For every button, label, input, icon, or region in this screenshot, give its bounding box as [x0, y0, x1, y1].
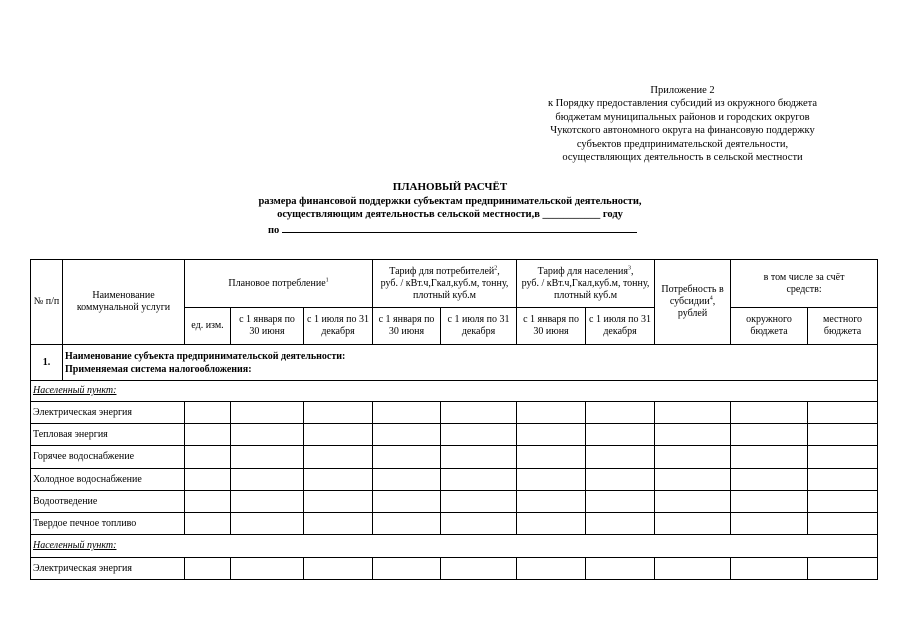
- document-title: ПЛАНОВЫЙ РАСЧЁТ: [392, 181, 508, 193]
- subject-name-label: Наименование субъекта предпринимательской деятельности:: [65, 350, 346, 362]
- tariff-consumers-label: Тариф для потребителей: [389, 265, 495, 277]
- table-cell[interactable]: [304, 469, 373, 491]
- table-cell[interactable]: [185, 558, 231, 580]
- table-cell[interactable]: [808, 446, 878, 469]
- table-cell[interactable]: [231, 491, 304, 513]
- settlement-label: Населенный пункт:: [33, 540, 117, 551]
- table-cell[interactable]: [304, 491, 373, 513]
- subsidy-need-header: [655, 260, 731, 345]
- table-cell[interactable]: [373, 558, 441, 580]
- table-cell[interactable]: [655, 402, 731, 424]
- table-cell[interactable]: [231, 558, 304, 580]
- table-cell[interactable]: [373, 424, 441, 446]
- table-cell[interactable]: [517, 491, 586, 513]
- table-cell[interactable]: [517, 424, 586, 446]
- table-cell[interactable]: [731, 513, 808, 535]
- table-cell[interactable]: [373, 446, 441, 469]
- tariff-population-jan-header: с 1 января по 30 июня: [517, 308, 586, 345]
- table-cell[interactable]: [231, 424, 304, 446]
- table-cell[interactable]: [441, 513, 517, 535]
- table-row: [31, 558, 878, 580]
- table-cell[interactable]: [731, 402, 808, 424]
- table-cell[interactable]: [808, 513, 878, 535]
- table-cell[interactable]: [808, 491, 878, 513]
- service-name: Холодное водоснабжение: [31, 469, 185, 491]
- table-cell[interactable]: [808, 558, 878, 580]
- col-number-header: № п/п: [31, 260, 63, 345]
- table-cell[interactable]: [517, 513, 586, 535]
- table-cell[interactable]: [304, 558, 373, 580]
- subject-row: [31, 345, 878, 381]
- local-budget-header: местного бюджета: [808, 308, 878, 345]
- table-cell[interactable]: [586, 424, 655, 446]
- subject-info-cell: [63, 345, 878, 381]
- table-cell[interactable]: [731, 424, 808, 446]
- table-cell[interactable]: [185, 491, 231, 513]
- heading-line-1: размера финансовой поддержки субъектам предпринимательской деятельности,: [258, 195, 642, 207]
- col-service-header: Наименование коммунальной услуги: [63, 260, 185, 345]
- table-cell[interactable]: [304, 402, 373, 424]
- table-cell[interactable]: [304, 424, 373, 446]
- table-cell[interactable]: [808, 424, 878, 446]
- table-row: [31, 513, 878, 535]
- footnote-2-marker: 2: [494, 265, 498, 272]
- appendix-line: субъектов предпринимательской деятельности,: [576, 138, 789, 150]
- service-name: Электрическая энергия: [31, 558, 185, 580]
- table-cell[interactable]: [655, 424, 731, 446]
- appendix-line: бюджетам муниципальных районов и городских округов: [555, 111, 810, 123]
- appendix-block: [500, 84, 865, 164]
- document-heading: [150, 181, 750, 237]
- table-cell[interactable]: [517, 446, 586, 469]
- tariff-population-jul-header: с 1 июля по 31 декабря: [586, 308, 655, 345]
- settlement-row: [31, 381, 878, 402]
- table-cell[interactable]: [373, 469, 441, 491]
- footnote-3-marker: 3: [627, 265, 631, 272]
- table-cell[interactable]: [441, 558, 517, 580]
- service-name: Водоотведение: [31, 491, 185, 513]
- table-cell[interactable]: [185, 446, 231, 469]
- tariff-consumers-header: Тариф для потребителей$^2$, руб. / кВт.ч,Гкал,куб.м, тонну, плотный куб.м: [373, 260, 517, 308]
- table-cell[interactable]: [441, 402, 517, 424]
- footnote-4-marker: 4: [709, 295, 713, 302]
- table-cell[interactable]: [304, 446, 373, 469]
- header-row-1: [31, 260, 878, 308]
- table-cell[interactable]: [731, 469, 808, 491]
- table-cell[interactable]: [517, 558, 586, 580]
- subsidy-need-suffix: , рублей: [677, 296, 716, 319]
- footnote-1-marker: 1: [325, 277, 329, 284]
- table-cell[interactable]: [586, 513, 655, 535]
- service-name: Электрическая энергия: [31, 402, 185, 424]
- settlement-label: Населенный пункт:: [33, 385, 117, 396]
- table-cell[interactable]: [586, 446, 655, 469]
- appendix-line: Чукотского автономного округа на финансовую поддержку: [550, 125, 815, 137]
- table-cell[interactable]: [441, 469, 517, 491]
- planned-jan-header: с 1 января по 30 июня: [231, 308, 304, 345]
- planned-jul-header: с 1 июля по 31 декабря: [304, 308, 373, 345]
- tariff-population-header: Тариф для населения$^3$, руб. / кВт.ч,Гкал,куб.м, тонну, плотный куб.м: [517, 260, 655, 308]
- table-cell[interactable]: [441, 491, 517, 513]
- municipality-blank: [282, 222, 637, 233]
- settlement-label-cell: [31, 535, 878, 558]
- appendix-line: Приложение 2: [650, 85, 715, 96]
- table-cell[interactable]: [655, 446, 731, 469]
- appendix-line: осуществляющих деятельность в сельской местности: [562, 152, 803, 164]
- table-cell[interactable]: [586, 491, 655, 513]
- table-cell[interactable]: [517, 402, 586, 424]
- table-cell[interactable]: [231, 469, 304, 491]
- table-cell[interactable]: [373, 513, 441, 535]
- unit-header: ед. изм.: [185, 308, 231, 345]
- table-row: [31, 491, 878, 513]
- table-row: [31, 446, 878, 469]
- tax-system-label: Применяемая система налогообложения:: [65, 363, 252, 375]
- table-cell[interactable]: [185, 424, 231, 446]
- table-cell[interactable]: [185, 469, 231, 491]
- table-cell[interactable]: [655, 513, 731, 535]
- heading-line-2: [150, 208, 750, 222]
- service-name: Тепловая энергия: [31, 424, 185, 446]
- table-cell[interactable]: [731, 491, 808, 513]
- table-cell[interactable]: [441, 446, 517, 469]
- table-cell[interactable]: [731, 558, 808, 580]
- table-cell[interactable]: [185, 513, 231, 535]
- table-cell[interactable]: [655, 491, 731, 513]
- district-budget-header: окружного бюджета: [731, 308, 808, 345]
- table-cell[interactable]: [231, 446, 304, 469]
- table-cell[interactable]: [231, 513, 304, 535]
- table-cell[interactable]: [808, 469, 878, 491]
- planned-consumption-header: [185, 260, 373, 308]
- table-cell[interactable]: [731, 446, 808, 469]
- table-row: [31, 402, 878, 424]
- settlement-label-cell: [31, 381, 878, 402]
- year-blank: ___________: [542, 209, 601, 221]
- funding-sources-header: в том числе за счёт средств:: [731, 260, 878, 308]
- table-cell[interactable]: [517, 469, 586, 491]
- heading-line-2-prefix: осуществляющим деятельностьв сельской местности,в: [277, 209, 540, 221]
- subsidy-need-label: Потребность в субсидии: [661, 284, 724, 307]
- table-cell[interactable]: [185, 402, 231, 424]
- table-cell[interactable]: [231, 402, 304, 424]
- table-cell[interactable]: [586, 558, 655, 580]
- table-cell[interactable]: [586, 469, 655, 491]
- table-cell[interactable]: [373, 491, 441, 513]
- table-cell[interactable]: [441, 424, 517, 446]
- table-cell[interactable]: [808, 402, 878, 424]
- appendix-line: к Порядку предоставления субсидий из окружного бюджета: [547, 98, 818, 110]
- heading-line-3: [150, 222, 750, 238]
- planned-consumption-label: Плановое потребление: [228, 277, 326, 289]
- tariff-consumers-jan-header: с 1 января по 30 июня: [373, 308, 441, 345]
- table-row: [31, 424, 878, 446]
- table-cell[interactable]: [586, 402, 655, 424]
- service-name: Твердое печное топливо: [31, 513, 185, 535]
- tariff-population-units: руб. / кВт.ч,Гкал,куб.м, тонну, плотный куб.м: [521, 277, 650, 301]
- plan-table: [30, 259, 878, 580]
- heading-line-2-suffix: году: [602, 209, 623, 221]
- table-cell[interactable]: [304, 513, 373, 535]
- table-row: [31, 469, 878, 491]
- settlement-row: [31, 535, 878, 558]
- table-cell[interactable]: [655, 469, 731, 491]
- tariff-consumers-jul-header: с 1 июля по 31 декабря: [441, 308, 517, 345]
- heading-line-3-prefix: по: [268, 224, 280, 236]
- tariff-consumers-units: руб. / кВт.ч,Гкал,куб.м, тонну, плотный куб.м: [380, 277, 509, 301]
- subject-number: 1.: [31, 345, 63, 381]
- service-name: Горячее водоснабжение: [31, 446, 185, 469]
- tariff-population-label: Тариф для населения: [537, 265, 628, 277]
- table-cell[interactable]: [373, 402, 441, 424]
- table-cell[interactable]: [655, 558, 731, 580]
